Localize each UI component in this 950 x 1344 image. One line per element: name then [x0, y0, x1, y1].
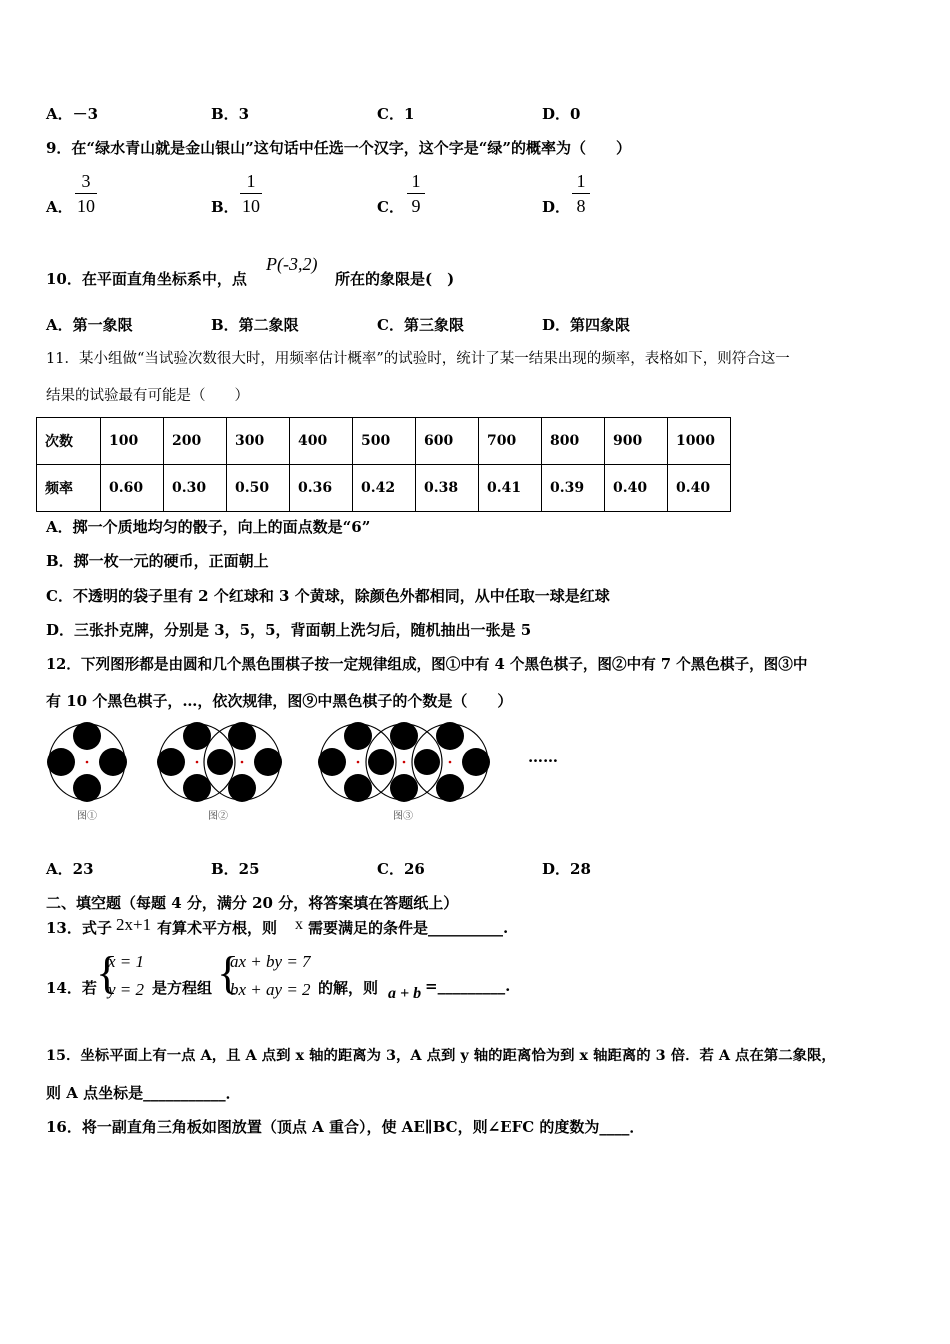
q11-stem-line2: 结果的试验最有可能是（ ）: [46, 388, 249, 404]
q14-solution-system: [108, 948, 144, 1004]
table-cell: 900: [605, 418, 668, 465]
q9-fraction-b: 1 10: [242, 171, 260, 216]
figure-3: [318, 722, 490, 802]
q9-fraction-c: 1 9: [407, 171, 425, 216]
q12-option-c: C．26: [377, 860, 425, 878]
q12-caption-3: 图③: [393, 811, 413, 822]
q13-variable: x: [295, 916, 303, 933]
q11-option-d: D．三张扑克牌，分别是 3，5，5，背面朝上洗匀后，随机抽出一张是 5: [46, 621, 532, 639]
q9-label-c: C．: [377, 198, 404, 216]
q8-option-d: D．0: [542, 105, 581, 123]
table-cell: 0.60: [101, 465, 164, 512]
figure-1: [47, 722, 127, 802]
table-cell: 800: [542, 418, 605, 465]
q14-solution-y: y = 2: [108, 980, 145, 999]
table-cell: 0.50: [227, 465, 290, 512]
q8-option-c: C．1: [377, 105, 415, 123]
table-cell: 200: [164, 418, 227, 465]
q13-stem-end: 需要满足的条件是__________.: [308, 919, 509, 937]
q12-caption-2: 图②: [208, 811, 228, 822]
table-cell: 次数: [37, 418, 101, 465]
q14-solution-brace: {: [96, 947, 119, 998]
table-cell: 0.40: [668, 465, 731, 512]
table-cell: 400: [290, 418, 353, 465]
q11-option-c: C．不透明的袋子里有 2 个红球和 3 个黄球，除颜色外都相同，从中任取一球是红球: [46, 587, 610, 605]
table-cell: 0.39: [542, 465, 605, 512]
q16-stem: 16．将一副直角三角板如图放置（顶点 A 重合），使 AE∥BC，则∠EFC 的度数为____．: [46, 1118, 645, 1136]
table-cell: 300: [227, 418, 290, 465]
q8-option-a: A．－3: [46, 105, 99, 123]
table-cell: 700: [479, 418, 542, 465]
q14-solution-x: x = 1: [108, 952, 145, 971]
q8-option-b: B．3: [211, 105, 250, 123]
q12-stem-line2: 有 10 个黑色棋子，…，依次规律，图⑨中黑色棋子的个数是（ ）: [46, 692, 513, 710]
section-2-heading: 二、填空题（每题 4 分，满分 20 分，将答案填在答题纸上）: [46, 894, 459, 912]
q10-option-c: C．第三象限: [377, 316, 464, 334]
q11-stem-line1: 11．某小组做“当试验次数很大时，用频率估计概率”的试验时，统计了某一结果出现的频率，表格如下，则符合这一: [46, 351, 790, 367]
q10-option-b: B．第二象限: [211, 316, 299, 334]
q10-option-d: D．第四象限: [542, 316, 631, 334]
table-cell: 0.41: [479, 465, 542, 512]
q13-expression: 2x+1: [116, 915, 152, 934]
table-row: [37, 465, 731, 512]
q14-answer-blank: =_________.: [425, 977, 511, 995]
q15-stem-line1: 15．坐标平面上有一点 A，且 A 点到 x 轴的距离为 3，A 点到 y 轴的距离恰为到 x 轴距离的 3 倍．若 A 点在第二象限，: [46, 1047, 836, 1064]
q9-label-b: B．: [211, 198, 239, 216]
q14-equation-system: [230, 948, 311, 1004]
q14-expression: a + b: [388, 985, 422, 1002]
q10-stem-start: 10．在平面直角坐标系中，点: [46, 270, 247, 288]
table-row: [37, 418, 731, 465]
table-cell: 0.42: [353, 465, 416, 512]
q14-stem-start: 14．若: [46, 979, 97, 997]
q9-label-a: A．: [46, 198, 73, 216]
q13-stem-mid: 有算术平方根，则: [157, 919, 278, 937]
q10-option-a: A．第一象限: [46, 316, 133, 334]
q11-option-a: A．掷一个质地均匀的骰子，向上的面点数是“6”: [46, 518, 371, 536]
q9-fraction-d: 1 8: [572, 171, 590, 216]
table-cell: 0.38: [416, 465, 479, 512]
q11-frequency-table: [36, 417, 731, 512]
q10-point: P(-3,2): [266, 254, 318, 274]
q12-option-b: B．25: [211, 860, 260, 878]
table-cell: 频率: [37, 465, 101, 512]
q9-label-d: D．: [542, 198, 571, 216]
q11-option-b: B．掷一枚一元的硬币，正面朝上: [46, 552, 269, 570]
figure-2: [157, 722, 282, 802]
table-cell: 0.30: [164, 465, 227, 512]
q14-stem-end: 的解，则: [318, 979, 379, 997]
q12-stone-figures: [40, 718, 510, 810]
q14-equation-2: bx + ay = 2: [230, 980, 311, 999]
q12-option-d: D．28: [542, 860, 591, 878]
table-cell: 0.36: [290, 465, 353, 512]
q12-stem-line1: 12．下列图形都是由圆和几个黑色围棋子按一定规律组成，图①中有 4 个黑色棋子，图②中有 7 个黑色棋子，图③中: [46, 656, 808, 673]
table-cell: 500: [353, 418, 416, 465]
q12-ellipsis: ……: [528, 748, 558, 766]
table-cell: 100: [101, 418, 164, 465]
q15-stem-line2: 则 A 点坐标是___________．: [46, 1084, 241, 1102]
q10-stem-end: 所在的象限是( ): [335, 270, 455, 288]
q12-option-a: A．23: [46, 860, 94, 878]
table-cell: 600: [416, 418, 479, 465]
q9-stem: 9．在“绿水青山就是金山银山”这句话中任选一个汉字，这个字是“绿”的概率为（ ）: [46, 139, 631, 157]
q14-system-brace: {: [217, 947, 240, 998]
q9-fraction-a: 3 10: [77, 171, 95, 216]
table-cell: 0.40: [605, 465, 668, 512]
q14-stem-mid: 是方程组: [152, 979, 213, 997]
q13-stem-start: 13．式子: [46, 919, 112, 937]
table-cell: 1000: [668, 418, 731, 465]
q12-caption-1: 图①: [77, 811, 97, 822]
q14-equation-1: ax + by = 7: [230, 952, 311, 971]
